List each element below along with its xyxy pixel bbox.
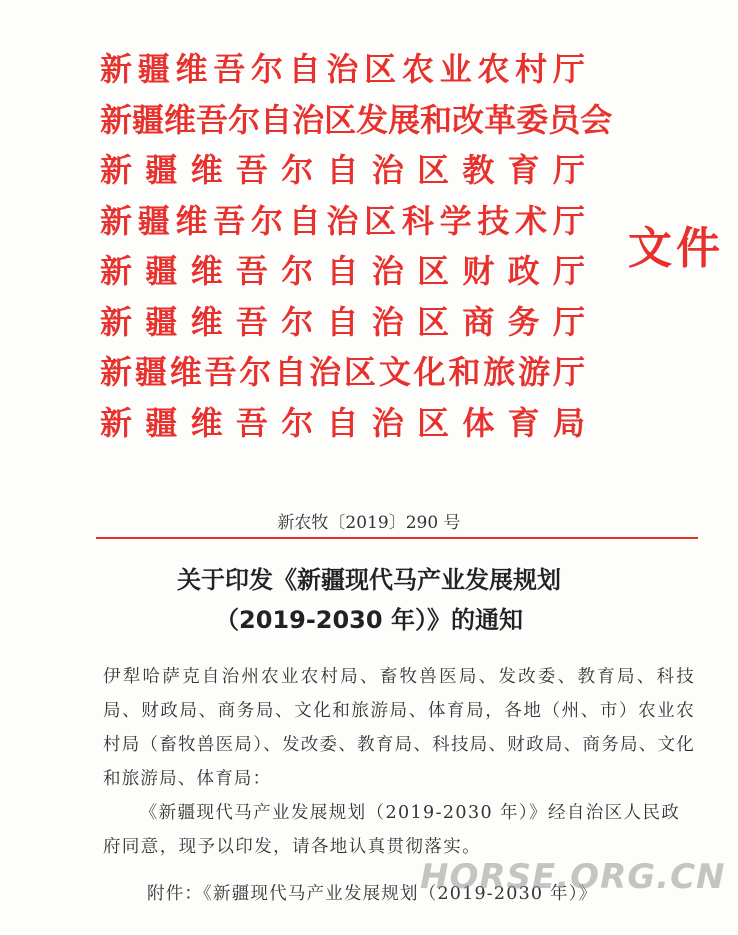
attachment-line: 附件：《新疆现代马产业发展规划（2019-2030 年）》	[147, 884, 598, 904]
org-science-technology: 新 疆 维 吾 尔 自 治 区 科 学 技 术 厅	[100, 201, 585, 240]
org-commerce: 新 疆 维 吾 尔 自 治 区 商 务 厅	[100, 302, 585, 341]
issuing-organizations	[100, 44, 613, 448]
red-divider-line	[96, 537, 698, 539]
title-line-2: （2019-2030 年）》的通知	[215, 606, 523, 634]
document-type-label: 文件	[628, 223, 724, 274]
watermark-text: HORSE.ORG.CN	[420, 857, 726, 897]
org-culture-tourism: 新 疆 维 吾 尔 自 治 区 文 化 和 旅 游 厅	[100, 353, 585, 391]
recipients-paragraph: 伊犁哈萨克自治州农业农村局、畜牧兽医局、发改委、教育局、科技局、财政局、商务局、文化和旅游局、体育局，各地（州、市）农业农村局（畜牧兽医局）、发改委、教育局、科技局、财政局、商务局、文化和旅游局、体育局：	[103, 667, 695, 789]
title-line-1: 关于印发《新疆现代马产业发展规划	[177, 566, 561, 594]
document-title	[0, 560, 738, 640]
content-paragraph: 《新疆现代马产业发展规划（2019-2030 年）》经自治区人民政府同意，现予以印发，请各地认真贯彻落实。	[103, 803, 681, 857]
org-development-reform: 新 疆 维 吾 尔 自 治 区 发 展 和 改 革 委 员 会	[100, 100, 613, 139]
org-finance: 新 疆 维 吾 尔 自 治 区 财 政 厅	[100, 252, 585, 290]
document-number: 新农牧〔2019〕290 号	[277, 513, 461, 533]
org-sports: 新 疆 维 吾 尔 自 治 区 体 育 局	[100, 403, 585, 442]
org-agriculture: 新 疆 维 吾 尔 自 治 区 农 业 农 村 厅	[100, 50, 585, 88]
org-education: 新 疆 维 吾 尔 自 治 区 教 育 厅	[100, 151, 585, 189]
document-body	[103, 660, 695, 864]
